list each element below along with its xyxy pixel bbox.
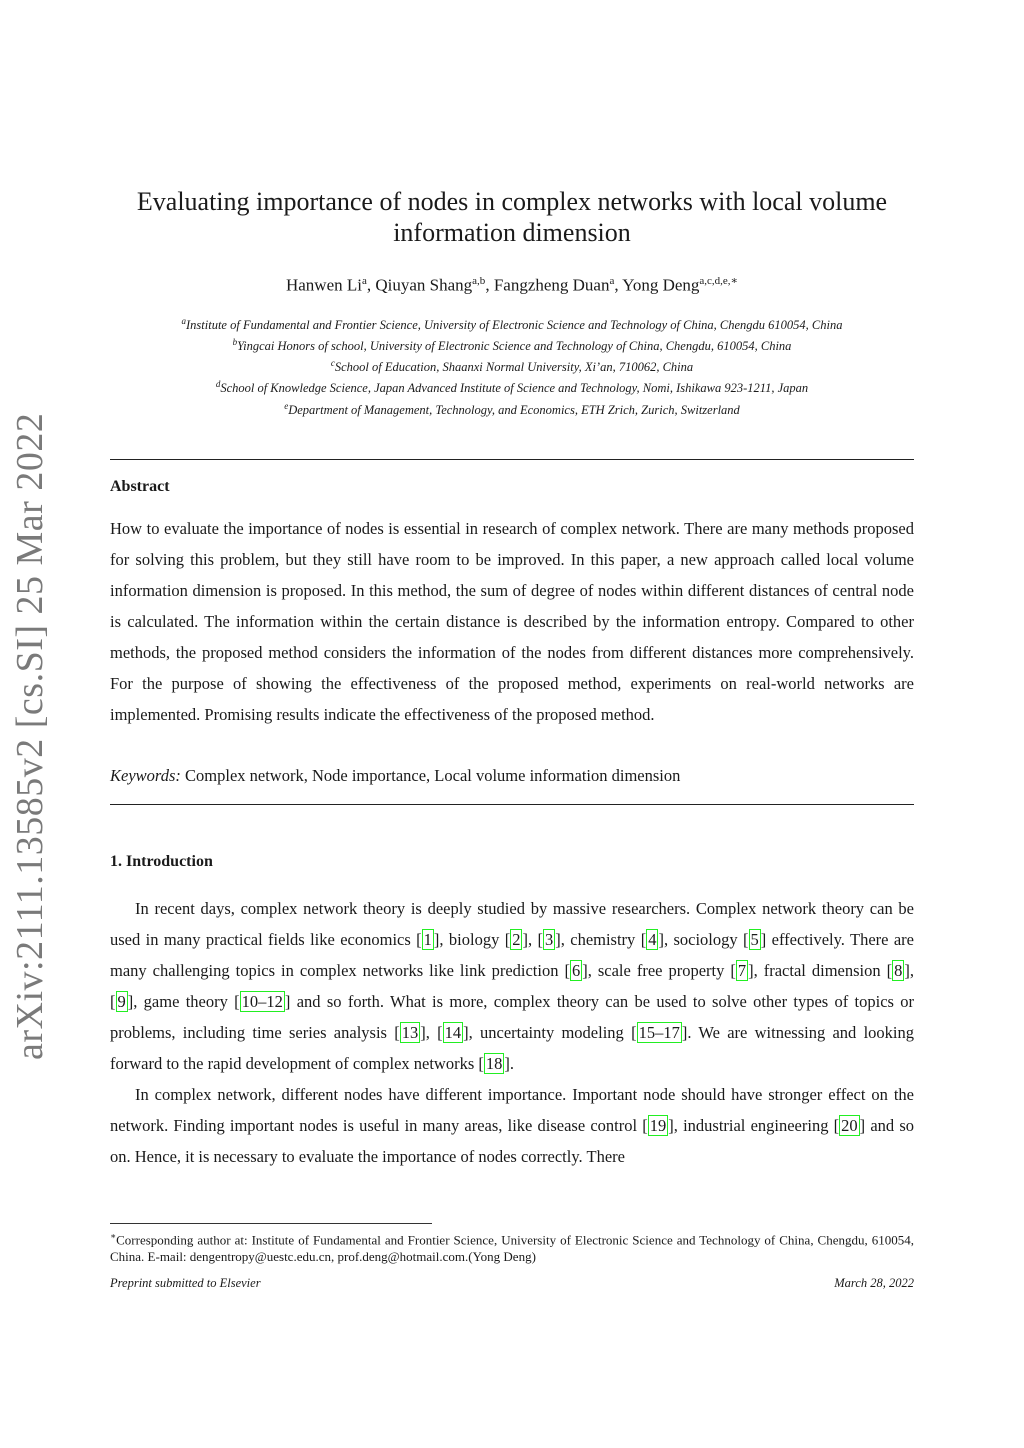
author-affiliation-marker: a,c,d,e,∗ [699, 275, 739, 287]
paragraph-text: , biology [439, 930, 505, 949]
affiliation-marker: e [284, 400, 289, 411]
affiliation-line [100, 355, 924, 376]
citation-link[interactable]: 5 [750, 930, 759, 949]
affiliation-line [100, 313, 924, 334]
paragraph-text: , game theory [133, 992, 235, 1011]
footnote-marker: ∗ [110, 1231, 117, 1241]
arxiv-identifier-stamp: arXiv:2111.13585v2 [cs.SI] 25 Mar 2022 [9, 412, 51, 1060]
affiliation-marker: b [232, 337, 238, 348]
paragraph-text: . We are witnessing and looking forward to the rapid development of complex networks [110, 1023, 914, 1073]
keywords-label: Keywords: [110, 766, 181, 785]
citation-link[interactable]: 6 [571, 961, 581, 980]
author-affiliation-marker: a [609, 275, 615, 287]
affiliation-line [100, 398, 924, 419]
paragraph-text: , uncertainty modeling [468, 1023, 632, 1042]
citation-link[interactable]: 15–17 [638, 1023, 680, 1042]
paragraph-text: , chemistry [560, 930, 641, 949]
paragraph-text: , industrial engineering [673, 1116, 834, 1135]
author-affiliation-marker: a [361, 275, 367, 287]
citation-link[interactable]: 14 [444, 1023, 462, 1042]
paragraph-text: In complex network, different nodes have different importance. Important node should have stronger effect on the network. Finding important nodes is useful in many areas, like disease control [110, 1085, 914, 1135]
affiliation-text: Institute of Fundamental and Frontier Science, University of Electronic Science and Technology of China, Chengdu 610054, China [186, 318, 843, 333]
citation-link[interactable]: 20 [841, 1116, 858, 1135]
citation-link[interactable]: 1 [423, 930, 432, 949]
affiliation-marker: a [181, 316, 186, 326]
citation-link[interactable]: 13 [401, 1023, 419, 1042]
abstract-heading: Abstract [110, 478, 170, 495]
paragraph-text: and so on. Hence, it is necessary to evaluate the importance of nodes correctly. There [110, 1116, 914, 1166]
footer-preprint-note: Preprint submitted to Elsevier [110, 1276, 261, 1290]
paragraph-text: , fractal dimension [753, 961, 887, 980]
affiliation-line [100, 376, 924, 397]
citation-link[interactable]: 10–12 [241, 992, 283, 1011]
footer-date: March 28, 2022 [834, 1276, 914, 1290]
paragraph: In recent days, complex network theory is deeply studied by massive researchers. Complex network theory can be used in many practical fields like economics [ 1 ], biology [ 2 ], [ 3 ], chemistry [ 4 ], sociology [ 5 ] effectively. There are many challenging topics in complex networks like link prediction [ 6 ], scale free property [ 7 ], fractal dimension [ 8 ], [ 9 ], game theory [ 10–12 ] and so forth. What is more, complex theory can be used to solve other types of topics or problems, including time series analysis [ 13 ], [ 14 ], uncertainty modeling [ 15–17 ]. We are witnessing and looking forward to the rapid development of complex networks [ 18 ]. [110, 899, 914, 1073]
paragraph-text: , [909, 961, 914, 980]
paragraph-text: and so forth. What is more, complex theory can be used to solve other types of topics or problems, including time series analysis [110, 992, 914, 1042]
paragraph-text: In recent days, complex network theory is deeply studied by massive researchers. Complex network theory can be used in many practical fields like economics [110, 899, 914, 949]
affiliation-text: School of Education, Shaanxi Normal University, Xi’an, 710062, China [334, 360, 694, 375]
affiliation-text: School of Knowledge Science, Japan Advanced Institute of Science and Technology, Nomi, Ishikawa 923-1211, Japan [220, 381, 809, 396]
citation-link[interactable]: 8 [894, 961, 903, 980]
abstract-text: How to evaluate the importance of nodes is essential in research of complex network. There are many methods proposed for solving this problem, but they still have room to be improved. In this paper, a new approach called local volume information dimension is proposed. In this method, the sum of degree of nodes within different distances of central node is calculated. The information within the certain distance is described by the information entropy. Compared to other methods, the proposed method considers the information of the nodes from different distances more comprehensively. For the purpose of showing the effectiveness of the proposed method, experiments on real-world networks are implemented. Promising results indicate the effectiveness of the proposed method. [110, 519, 914, 724]
author-name: Hanwen Li [285, 275, 362, 295]
footnote [110, 1228, 914, 1265]
author-name: Qiuyan Shang [375, 275, 473, 295]
abstract-top-rule [110, 459, 914, 460]
author-affiliation-marker: a,b [472, 275, 486, 287]
author-name: Fangzheng Duan [493, 275, 610, 295]
citation-link[interactable]: 3 [544, 930, 554, 949]
citation-link[interactable]: 4 [648, 930, 657, 949]
citation-link[interactable]: 2 [512, 930, 521, 949]
paragraph-text: , [527, 930, 538, 949]
affiliation-marker: c [330, 358, 335, 369]
footnote-rule [110, 1223, 432, 1224]
paragraph-text: . [509, 1054, 515, 1073]
paragraph-text: effectively. There are many challenging topics in complex networks like link prediction [110, 930, 914, 980]
footnote-text: Corresponding author at: Institute of Fundamental and Frontier Science, University of Electronic Science and Technology of China, Chengdu, 610054, China. E-mail: dengentropy@uestc.edu.cn, prof.deng@hotmail.com.(Yong Deng) [110, 1232, 914, 1265]
author-name: Yong Deng [622, 275, 700, 295]
section-heading-introduction: 1. Introduction [110, 853, 213, 870]
affiliation-marker: d [215, 379, 221, 390]
citation-link[interactable]: 18 [485, 1054, 503, 1073]
paragraph-text: , scale free property [587, 961, 731, 980]
affiliation-text: Department of Management, Technology, and Economics, ETH Zrich, Zurich, Switzerland [288, 402, 740, 417]
keywords [110, 766, 914, 786]
introduction-body [110, 893, 914, 1172]
citation-link[interactable]: 19 [649, 1116, 667, 1135]
citation-link[interactable]: 7 [737, 961, 747, 980]
author-list: Hanwen Li$^a$, Qiuyan Shang$^{a,b}$, Fangzheng Duan$^a$, Yong Deng$^{a,c,d,e,∗}$ [285, 275, 739, 295]
keywords-text: Complex network, Node importance, Local volume information dimension [185, 766, 681, 785]
affiliations [100, 313, 924, 419]
affiliation-text: Yingcai Honors of school, University of Electronic Science and Technology of China, Chengdu, 610054, China [237, 339, 792, 354]
paragraph-text: , sociology [663, 930, 743, 949]
paragraph-text: , [425, 1023, 438, 1042]
paper-title: Evaluating importance of nodes in complex networks with local volume information dimension [136, 187, 888, 247]
affiliation-line [100, 334, 924, 355]
abstract-bottom-rule [110, 804, 914, 805]
citation-link[interactable]: 9 [117, 992, 126, 1011]
paragraph: In complex network, different nodes have different importance. Important node should have stronger effect on the network. Finding important nodes is useful in many areas, like disease control [ 19 ], industrial engineering [ 20 ] and so on. Hence, it is necessary to evaluate the importance of nodes correctly. There [110, 1085, 914, 1166]
